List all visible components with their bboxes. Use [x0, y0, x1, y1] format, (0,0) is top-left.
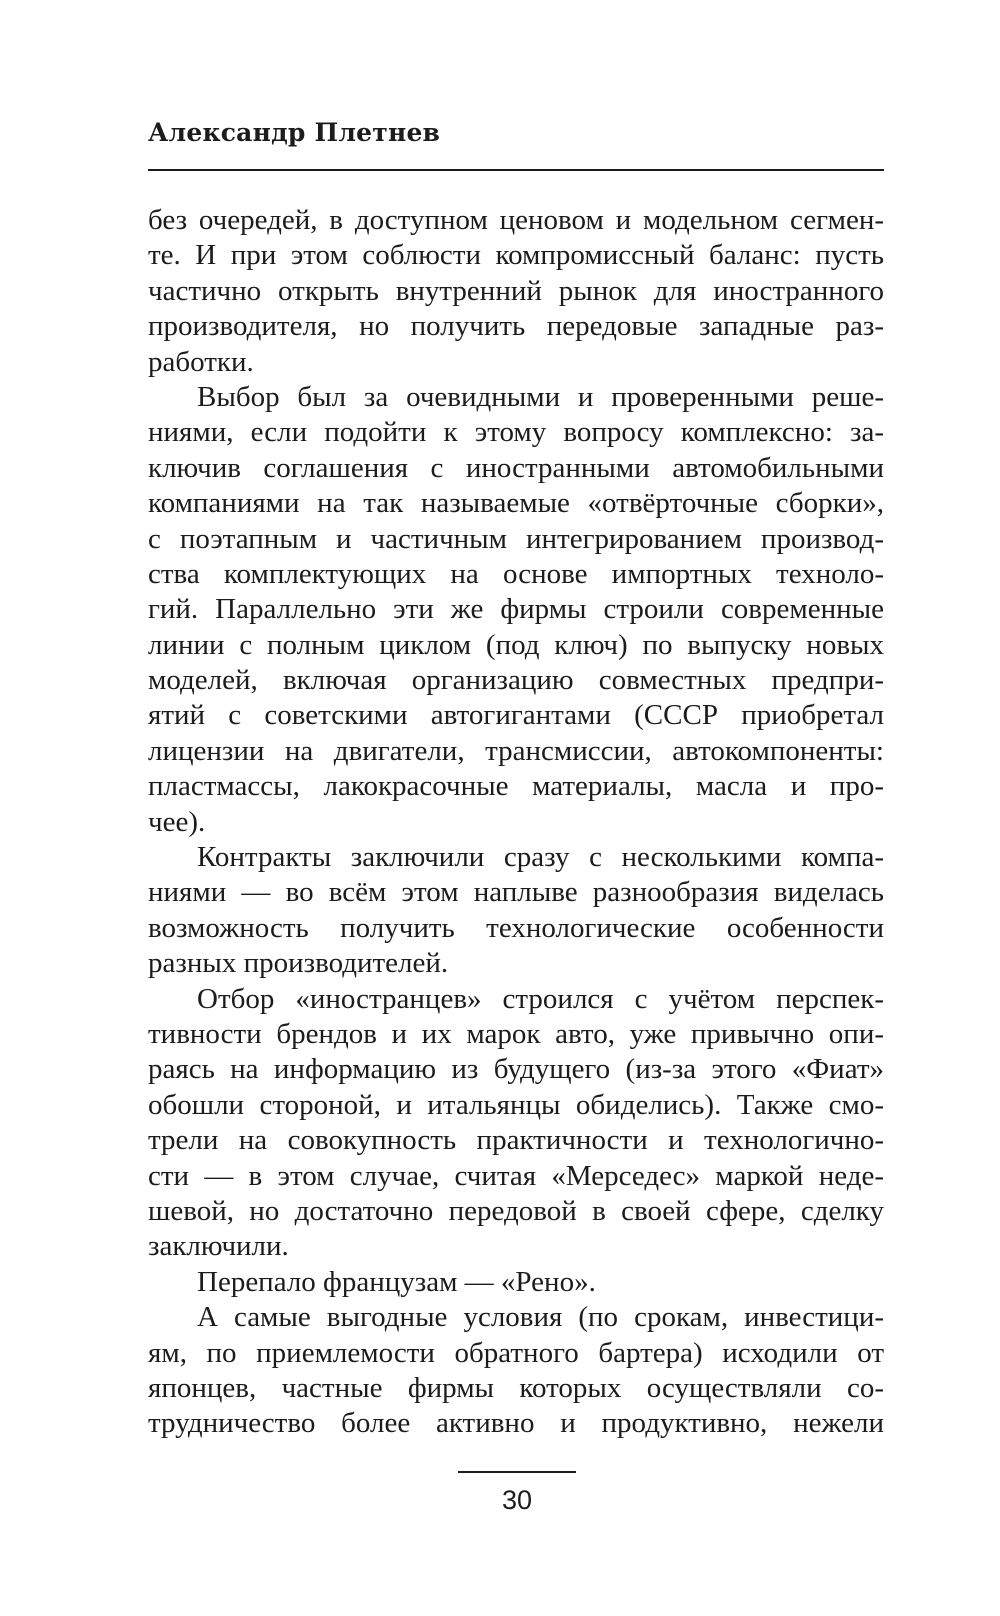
- text-line: с поэтапным и частичным интегрированием производ-: [148, 522, 884, 555]
- text-line: чее).: [148, 805, 206, 838]
- header-divider: [148, 169, 884, 171]
- text-line: А самые выгодные условия (по срокам, инвестици-: [197, 1301, 884, 1334]
- text-line: заключили.: [148, 1230, 289, 1263]
- text-line: обошли стороной, и итальянцы обиделись). Также смо-: [148, 1088, 884, 1121]
- text-line: компаниями на так называемые «отвёрточные сборки»,: [148, 487, 884, 520]
- text-line: производителя, но получить передовые западные раз-: [148, 310, 884, 343]
- text-line: ниями — во всём этом наплыве разнообразия виделась: [148, 876, 884, 909]
- text-line: возможность получить технологические особенности: [148, 911, 884, 944]
- text-line: ниями, если подойти к этому вопросу комплексно: за-: [148, 416, 884, 449]
- text-line: раясь на информацию из будущего (из-за этого «Фиат»: [148, 1053, 884, 1086]
- text-line: ства комплектующих на основе импортных техноло-: [148, 557, 884, 590]
- text-line: линии с полным циклом (под ключ) по выпуску новых: [148, 628, 884, 661]
- text-line: ключив соглашения с иностранными автомобильными: [148, 451, 884, 484]
- text-line: без очередей, в доступном ценовом и модельном сегмен-: [148, 204, 884, 236]
- running-header: [148, 118, 884, 148]
- text-line: Контракты заключили сразу с несколькими компа-: [197, 841, 884, 874]
- text-line: гий. Параллельно эти же фирмы строили современные: [148, 593, 884, 626]
- text-line: трели на совокупность практичности и технологично-: [148, 1124, 884, 1157]
- text-line: Выбор был за очевидными и проверенными реше-: [197, 380, 884, 413]
- footer-divider: [458, 1471, 576, 1473]
- text-line: работки.: [148, 345, 254, 378]
- page-number: 30: [501, 1485, 533, 1515]
- text-line: лицензии на двигатели, трансмиссии, автокомпоненты:: [148, 734, 884, 767]
- text-line: трудничество более активно и продуктивно, нежели: [148, 1407, 884, 1440]
- text-line: пластмассы, лакокрасочные материалы, масла и про-: [148, 770, 884, 803]
- text-line: шевой, но достаточно передовой в своей сфере, сделку: [148, 1194, 884, 1227]
- text-line: ям, по приемлемости обратного бартера) исходили от: [148, 1336, 884, 1369]
- text-line: ятий с советскими автогигантами (СССР приобретал: [148, 699, 884, 732]
- text-line: Перепало французам — «Рено».: [197, 1265, 596, 1298]
- text-line: сти — в этом случае, считая «Мерседес» маркой неде-: [148, 1159, 884, 1192]
- author-name: Александр Плетнев: [148, 118, 441, 147]
- text-line: японцев, частные фирмы которых осуществляли со-: [148, 1371, 884, 1404]
- text-line: Отбор «иностранцев» строился с учётом перспек-: [197, 982, 884, 1015]
- text-line: частично открыть внутренний рынок для иностранного: [148, 274, 884, 307]
- text-line: те. И при этом соблюсти компромиссный баланс: пусть: [148, 239, 884, 272]
- text-line: тивности брендов и их марок авто, уже привычно опи-: [148, 1017, 884, 1050]
- text-line: разных производителей.: [148, 947, 449, 980]
- text-line: моделей, включая организацию совместных предпри-: [148, 664, 884, 697]
- body-text: [148, 203, 884, 1442]
